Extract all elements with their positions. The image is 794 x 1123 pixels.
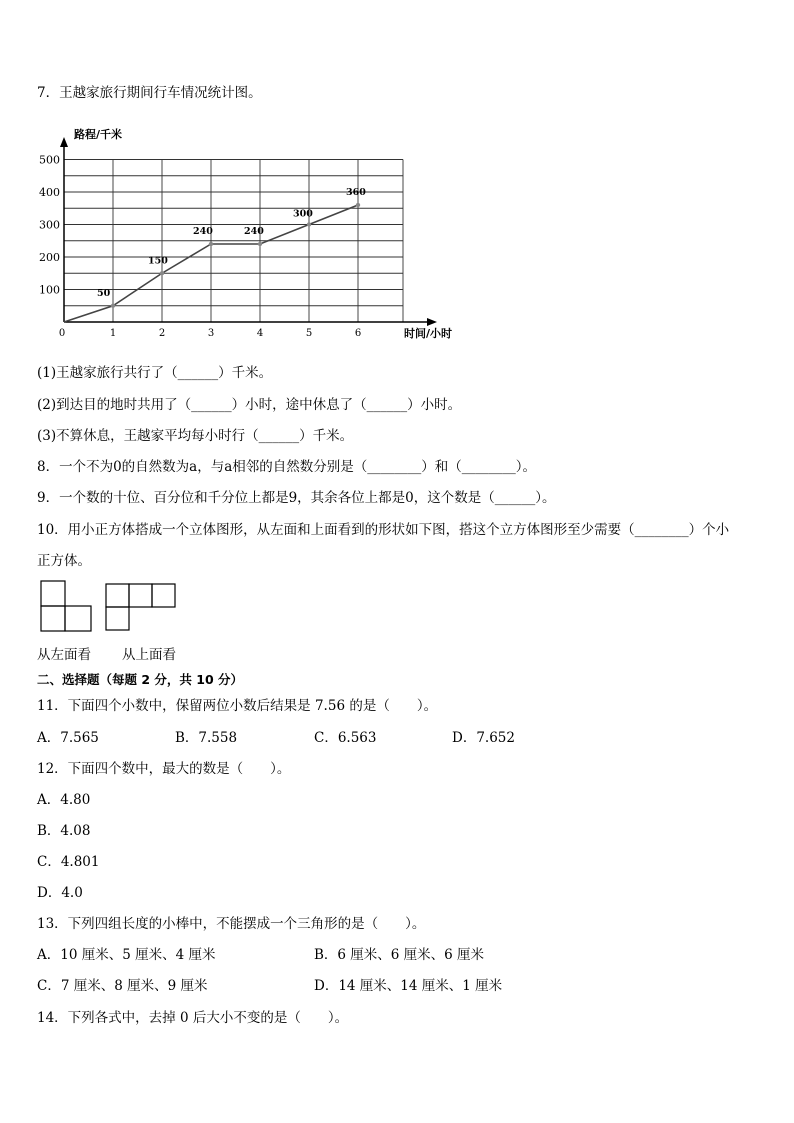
q8: 8．一个不为0的自然数为a，与a相邻的自然数分别是（________）和（________）。 [37, 459, 537, 475]
data-point [160, 271, 164, 275]
x-tick-label: 6 [354, 328, 362, 339]
q13-option-b[interactable]: B．6 厘米、6 厘米、6 厘米 [314, 947, 485, 963]
q10-line1: 10．用小正方体搭成一个立体图形，从左面和上面看到的形状如下图，搭这个立方体图形至少需要（________）个小 [37, 522, 730, 538]
q13-option-d[interactable]: D．14 厘米、14 厘米、1 厘米 [314, 978, 503, 994]
q13-options-row1 [37, 946, 484, 964]
data-point [356, 203, 360, 207]
q7-sub2: (2)到达目的地时共用了（______）小时，途中休息了（______）小时。 [37, 397, 462, 413]
chart-point-labels [97, 187, 366, 299]
q11-option-c[interactable]: C．6.563 [314, 730, 377, 746]
x-axis-label: 时间/小时 [404, 327, 453, 340]
y-tick-label: 100 [39, 283, 60, 297]
data-label: 300 [293, 208, 313, 220]
y-tick-label: 200 [39, 251, 60, 264]
distance-time-line-chart [30, 122, 470, 347]
q11-option-d[interactable]: D．7.652 [452, 730, 515, 746]
x-tick-label: 5 [305, 328, 313, 339]
data-point [209, 242, 213, 246]
q7-sub1: (1)王越家旅行共行了（______）千米。 [37, 365, 273, 381]
q13-option-c[interactable]: C．7 厘米、8 厘米、9 厘米 [37, 978, 208, 994]
chart-ticks [39, 154, 361, 340]
y-tick-label: 400 [39, 186, 60, 199]
top-view-shape [106, 584, 175, 630]
y-axis-arrow [60, 137, 68, 147]
top-view-label: 从上面看 [122, 647, 176, 663]
q11-option-b[interactable]: B．7.558 [175, 730, 238, 746]
q13-stem: 13．下列四组长度的小棒中，不能摆成一个三角形的是（ ）。 [37, 916, 426, 932]
x-tick-label: 3 [207, 328, 215, 339]
x-tick-label: 2 [158, 328, 166, 339]
q7-title: 7．王越家旅行期间行车情况统计图。 [37, 85, 262, 101]
y-axis-label: 路程/千米 [74, 128, 123, 141]
view-diagrams [40, 580, 190, 635]
data-point [307, 222, 311, 226]
q12-option-b[interactable]: B．4.08 [37, 823, 91, 839]
left-view-label: 从左面看 [37, 647, 91, 663]
q11-stem: 11．下面四个小数中，保留两位小数后结果是 7.56 的是（ ）。 [37, 698, 438, 714]
x-axis-arrow [427, 318, 437, 326]
q14-stem: 14．下列各式中，去掉 0 后大小不变的是（ ）。 [37, 1010, 349, 1026]
q13-option-a[interactable]: A．10 厘米、5 厘米、4 厘米 [37, 947, 216, 963]
q7-sub3: (3)不算休息，王越家平均每小时行（______）千米。 [37, 428, 354, 444]
x-tick-label: 1 [109, 328, 117, 339]
q12-option-c[interactable]: C．4.801 [37, 854, 100, 870]
y-tick-label: 300 [39, 218, 60, 232]
q11-options [37, 729, 515, 747]
data-label: 240 [244, 226, 264, 237]
data-label: 150 [148, 255, 168, 267]
x-tick-label: 0 [58, 328, 66, 339]
y-tick-label: 500 [39, 153, 60, 167]
data-label: 240 [193, 226, 213, 237]
q9: 9．一个数的十位、百分位和千分位上都是9，其余各位上都是0，这个数是（______）。 [37, 490, 556, 506]
section-2-heading: 二、选择题（每题 2 分，共 10 分） [37, 672, 244, 687]
data-point [111, 304, 115, 308]
q13-options-row2 [37, 977, 502, 995]
chart-grid [64, 160, 403, 323]
data-point [258, 242, 262, 246]
q11-option-a[interactable]: A．7.565 [37, 730, 99, 746]
q12-option-a[interactable]: A．4.80 [37, 792, 91, 808]
left-view-shape [41, 581, 91, 631]
x-tick-label: 4 [256, 328, 264, 339]
q10-line2: 正方体。 [37, 553, 91, 569]
data-label: 50 [97, 287, 111, 299]
data-label: 360 [346, 187, 366, 198]
q12-stem: 12．下面四个数中，最大的数是（ ）。 [37, 761, 291, 777]
q12-option-d[interactable]: D．4.0 [37, 885, 83, 901]
